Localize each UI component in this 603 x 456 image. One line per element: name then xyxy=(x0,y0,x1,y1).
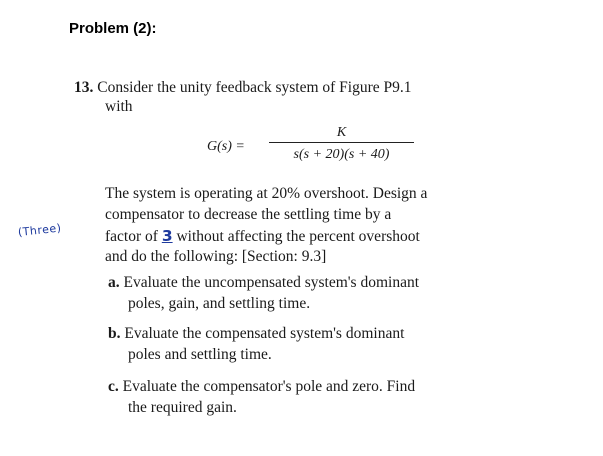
part-b-label: b. xyxy=(108,325,121,342)
part-b-line-2: poles and settling time. xyxy=(128,346,272,363)
equation-lhs: G(s) = xyxy=(207,139,245,154)
body-line-4: and do the following: [Section: 9.3] xyxy=(105,248,327,265)
body-line-2: compensator to decrease the settling time by a xyxy=(105,206,392,223)
part-a-line-1 xyxy=(108,273,419,292)
body-line-3-start: factor of xyxy=(105,228,162,245)
part-c-label: c. xyxy=(108,378,119,395)
body-line-3 xyxy=(105,227,420,246)
fraction-bar xyxy=(269,142,414,143)
equation-numerator: K xyxy=(336,125,347,140)
part-b-text: Evaluate the compensated system's dominant xyxy=(124,325,405,342)
part-c-text: Evaluate the compensator's pole and zero. Find xyxy=(122,378,416,395)
equation-fraction xyxy=(269,123,414,164)
body-line-3-end: without affecting the percent overshoot xyxy=(172,228,420,245)
problem-heading: Problem (2): xyxy=(69,20,157,37)
part-a-text: Evaluate the uncompensated system's dominant xyxy=(123,274,419,291)
handwritten-annotation: (Three) xyxy=(17,221,63,239)
part-b-line-1 xyxy=(108,324,404,343)
part-c-line-2: the required gain. xyxy=(128,399,237,416)
body-line-1: The system is operating at 20% overshoot. Design a xyxy=(105,185,428,202)
intro-text-1: Consider the unity feedback system of Figure P9.1 xyxy=(97,79,412,96)
part-c-line-1 xyxy=(108,377,415,396)
problem-number: 13. xyxy=(74,79,94,96)
part-a-line-2: poles, gain, and settling time. xyxy=(128,295,311,312)
part-a-label: a. xyxy=(108,274,120,291)
handwritten-digit: 3 xyxy=(161,227,173,245)
problem-intro-line-2: with xyxy=(105,98,133,115)
problem-intro-line-1 xyxy=(74,78,412,97)
equation-denominator: s(s + 20)(s + 40) xyxy=(293,147,390,162)
